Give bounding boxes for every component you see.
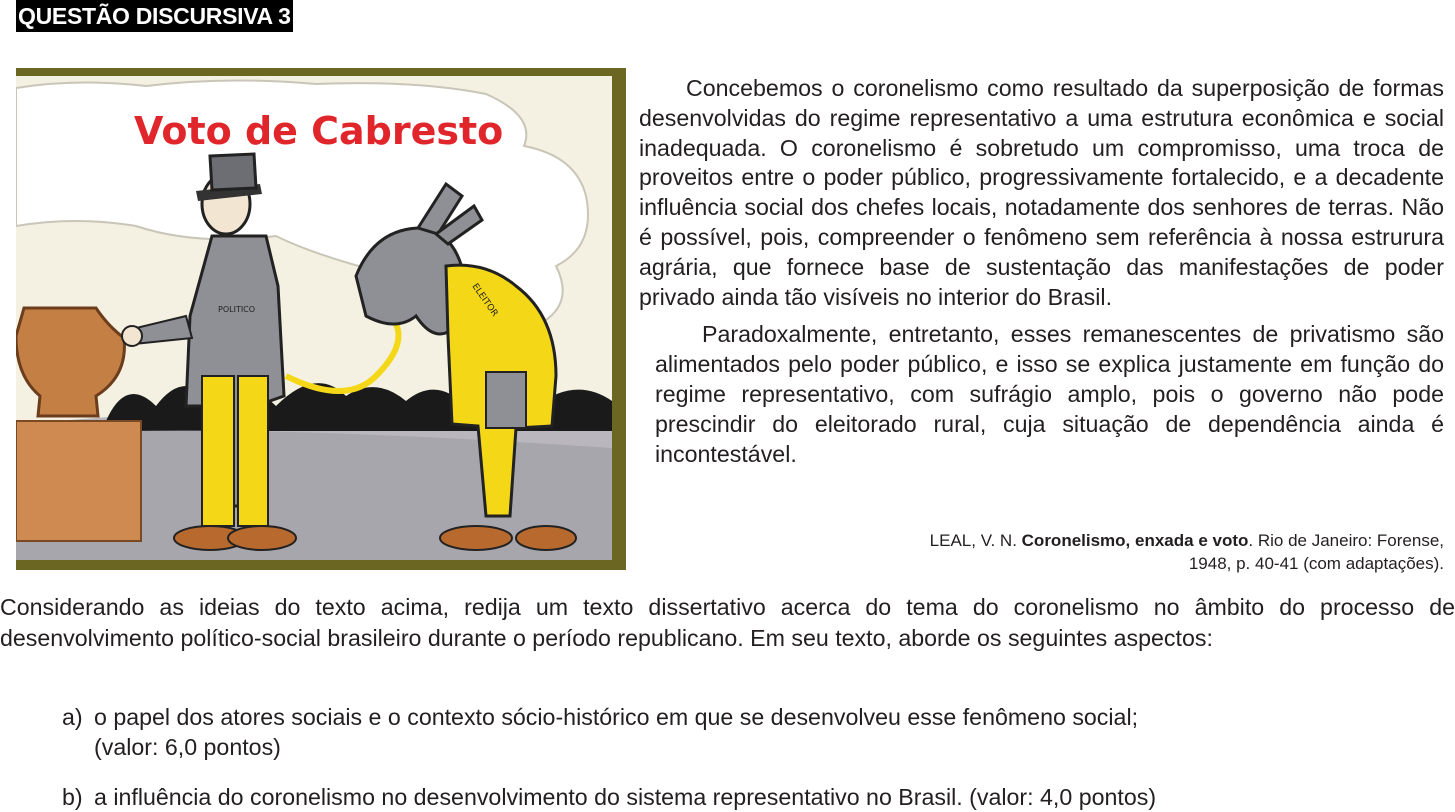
citation-book-title: Coronelismo, enxada e voto — [1021, 531, 1249, 550]
citation-author: LEAL, V. N. — [929, 531, 1022, 550]
item-value: (valor: 6,0 pontos) — [94, 734, 281, 760]
cartoon-title: Voto de Cabresto — [134, 109, 504, 153]
voto-de-cabresto-illustration — [16, 76, 612, 560]
donkey-label: ELEITOR — [469, 281, 500, 319]
citation-publisher: . Rio de Janeiro: Forense, — [1248, 531, 1444, 550]
passage-paragraph-2: Paradoxalmente, entretanto, esses remanescentes de privatismo são alimentados pelo poder público, e isso se explica justamente em função do regime representativo, com sufrágio amplo, pois o governo não pode prescindir do eleitorado rural, cuja situação de dependência ainda é incontestável. — [655, 321, 1444, 467]
pedestal — [16, 421, 141, 541]
item-text: a influência do coronelismo no desenvolvimento do sistema representativo no Brasil. (valor: 4,0 pontos) — [94, 784, 1157, 810]
question-item-a — [62, 702, 1452, 762]
citation — [804, 529, 1444, 575]
text-passage — [639, 74, 1444, 469]
item-text: o papel dos atores sociais e o contexto sócio-histórico em que se desenvolveu esse fenômeno social; — [94, 704, 1139, 730]
politician-label: POLITICO — [218, 305, 256, 314]
question-prompt: Considerando as ideias do texto acima, redija um texto dissertativo acerca do tema do coronelismo no âmbito do processo de desenvolvimento político-social brasileiro durante o período republicano. Em seu texto, aborde os seguintes aspectos: — [0, 594, 1455, 651]
item-letter: b) — [62, 784, 83, 810]
question-item-b — [62, 782, 1452, 812]
cartoon-image — [16, 68, 626, 570]
citation-year-pages: 1948, p. 40-41 (com adaptações). — [1188, 554, 1444, 573]
item-letter: a) — [62, 704, 83, 730]
question-items — [62, 702, 1452, 812]
passage-paragraph-1: Concebemos o coronelismo como resultado da superposição de formas desenvolvidas do regime representativo a uma estrutura econômica e social inadequada. O coronelismo é sobretudo um compromisso, uma troca de proveitos entre o poder público, progressivamente fortalecido, e a decadente influência social dos chefes locais, notadamente dos senhores de terras. Não é possível, pois, compreender o fenômeno sem referência à nossa estrurura agrária, que fornece base de sustentação das manifestações de poder privado ainda tão visíveis no interior do Brasil. — [639, 75, 1444, 310]
question-header: QUESTÃO DISCURSIVA 3 — [16, 0, 293, 32]
